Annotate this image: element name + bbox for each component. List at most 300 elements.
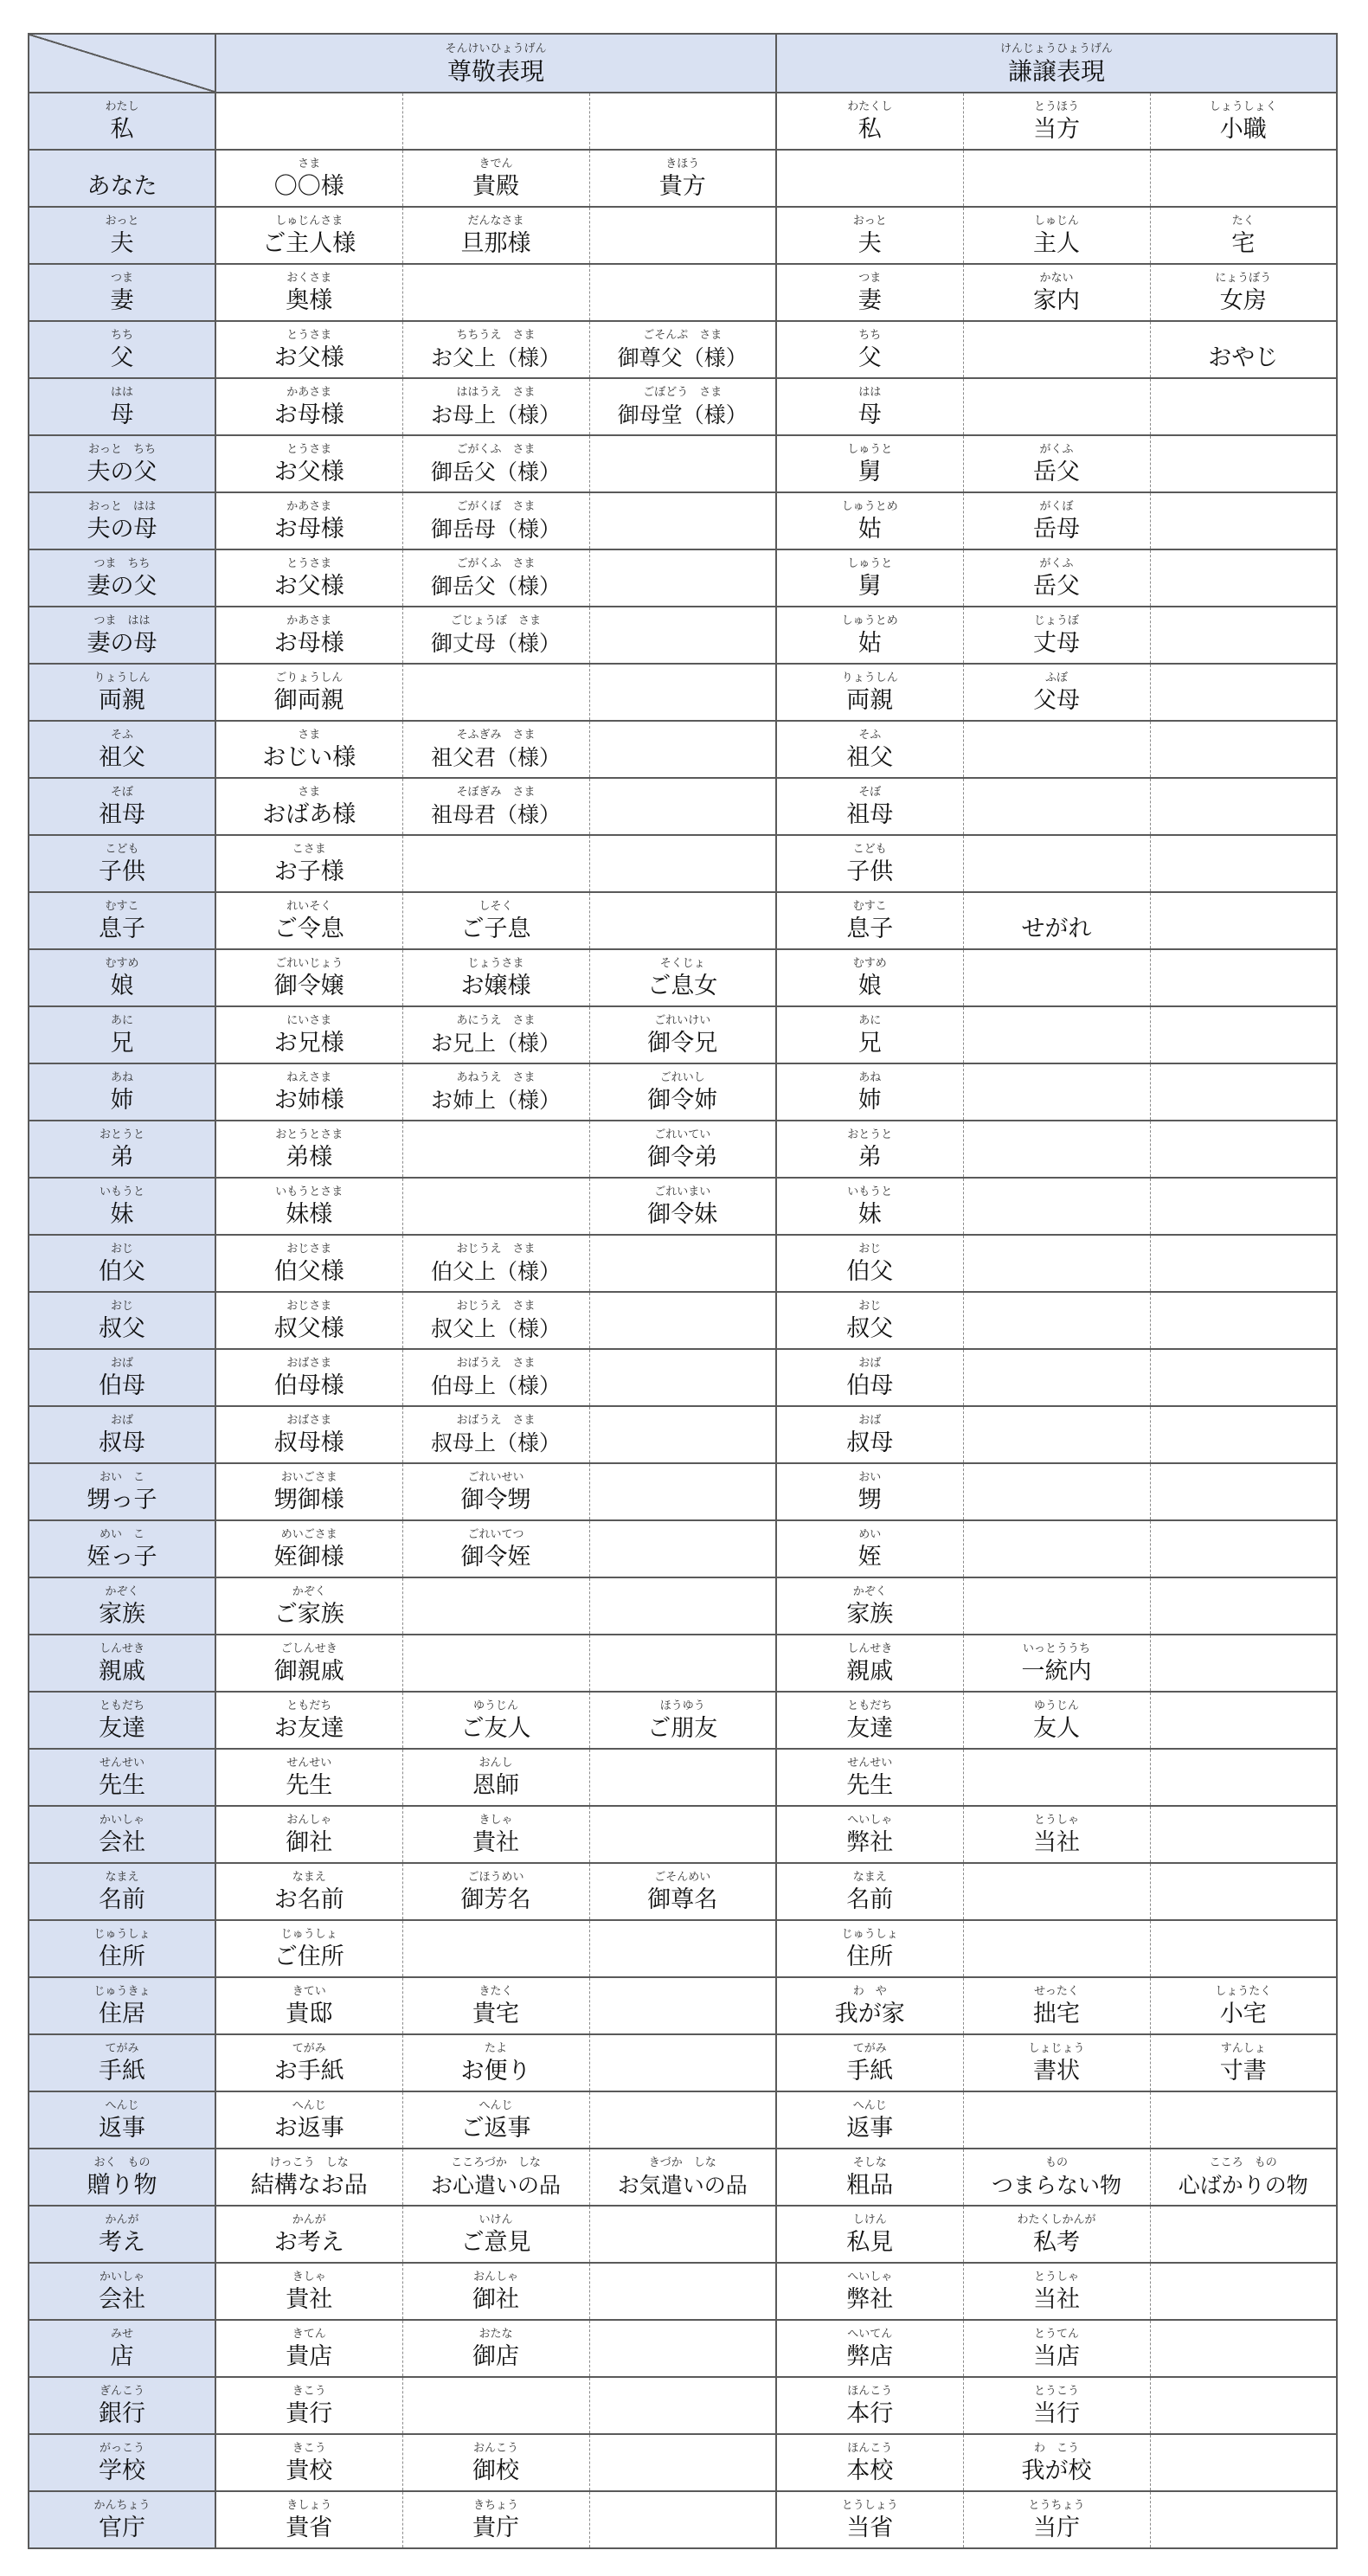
kenjo-cell: [963, 1292, 1150, 1349]
table-row: [29, 1749, 1337, 1806]
sonkei-cell: [402, 835, 589, 892]
kenjo-cell: [963, 2091, 1150, 2149]
sonkei-ruby: てがみ: [292, 2041, 326, 2055]
kenjo-text: 伯父: [846, 1257, 894, 1285]
row-label-text: 妻の父: [87, 572, 157, 600]
kenjo-text: 小職: [1219, 115, 1267, 143]
kenjo-text: 祖母: [846, 800, 894, 828]
kenjo-cell: [776, 2091, 963, 2149]
kenjo-cell: [776, 2149, 963, 2206]
kenjo-cell: [1150, 93, 1337, 150]
kenjo-ruby: いっとううち: [1022, 1641, 1090, 1655]
sonkei-ruby: せんせい: [286, 1756, 332, 1770]
sonkei-text: お手紙: [273, 2057, 344, 2085]
kenjo-ruby: せんせい: [847, 1756, 893, 1770]
kenjo-text: 舅: [857, 458, 882, 485]
sonkei-cell: [589, 2263, 776, 2320]
table-row: [29, 93, 1337, 150]
sonkei-cell: [402, 150, 589, 207]
kenjo-text: 叔母: [846, 1429, 894, 1456]
sonkei-cell: [589, 664, 776, 721]
sonkei-cell: [589, 2377, 776, 2434]
sonkei-ruby: あねうえ さま: [456, 1070, 536, 1084]
row-label-text: 伯母: [99, 1372, 145, 1399]
row-label: [29, 1863, 215, 1920]
row-label-ruby: めい こ: [99, 1527, 145, 1541]
row-label-ruby: おじ: [110, 1242, 133, 1256]
kenjo-cell: [963, 1406, 1150, 1463]
row-label-text: 先生: [99, 1771, 145, 1799]
sonkei-ruby: ごれいてつ: [467, 1527, 524, 1541]
kenjo-cell: [1150, 2320, 1337, 2377]
sonkei-text: お考え: [273, 2228, 344, 2256]
sonkei-text: お父様: [273, 458, 344, 485]
kenjo-cell: [776, 207, 963, 264]
kenjo-cell: [776, 892, 963, 949]
table-row: [29, 892, 1337, 949]
sonkei-text: 御令姪: [460, 1543, 531, 1571]
kenjo-cell: [963, 2434, 1150, 2491]
kenjo-ruby: とうちょう: [1028, 2498, 1085, 2512]
sonkei-ruby: ごれいせい: [467, 1470, 524, 1484]
kenjo-cell: [963, 949, 1150, 1006]
kenjo-text: 母: [857, 401, 882, 428]
kenjo-text: 弊社: [846, 1828, 894, 1856]
table-row: [29, 1235, 1337, 1292]
kenjo-text: 拙宅: [1033, 2000, 1080, 2027]
row-label: [29, 892, 215, 949]
kenjo-ruby: しょうたく: [1215, 1984, 1272, 1998]
kenjo-ruby: あね: [858, 1070, 882, 1084]
row-label: [29, 1577, 215, 1635]
sonkei-ruby: さま: [298, 728, 321, 742]
kenjo-text: 妹: [857, 1200, 882, 1228]
sonkei-cell: [402, 264, 589, 321]
kenjo-ruby: はは: [858, 385, 882, 399]
sonkei-text: ご友人: [460, 1714, 531, 1742]
sonkei-text: ご令息: [273, 915, 344, 942]
sonkei-ruby: そふぎみ さま: [456, 728, 536, 742]
sonkei-cell: [215, 607, 402, 664]
sonkei-cell: [402, 1692, 589, 1749]
sonkei-ruby: おばうえ さま: [456, 1356, 536, 1370]
kenjo-ruby: へいてん: [847, 2327, 893, 2341]
kenjo-cell: [963, 1006, 1150, 1063]
sonkei-text: 御岳母（様）: [430, 516, 561, 542]
kenjo-text: 姑: [857, 515, 882, 543]
row-label-text: 官庁: [99, 2514, 145, 2541]
sonkei-cell: [589, 549, 776, 607]
kenjo-cell: [963, 1635, 1150, 1692]
kenjo-text: おやじ: [1208, 344, 1279, 371]
sonkei-cell: [215, 1349, 402, 1406]
sonkei-text: 御社: [472, 2285, 519, 2313]
sonkei-text: 御店: [472, 2342, 519, 2370]
sonkei-cell: [589, 1178, 776, 1235]
table-row: [29, 1577, 1337, 1635]
sonkei-text: 御令妹: [647, 1200, 718, 1228]
row-label-ruby: おっと はは: [87, 499, 156, 513]
row-label-ruby: ともだち: [99, 1699, 145, 1712]
table-row: [29, 2434, 1337, 2491]
kenjo-text: 当省: [846, 2514, 894, 2541]
row-label: [29, 2434, 215, 2491]
sonkei-ruby: おばうえ さま: [456, 1413, 536, 1427]
sonkei-cell: [402, 1863, 589, 1920]
kenjo-cell: [963, 2034, 1150, 2091]
sonkei-cell: [402, 435, 589, 492]
kenjo-cell: [776, 549, 963, 607]
kenjo-cell: [1150, 1178, 1337, 1235]
table-row: [29, 1920, 1337, 1977]
sonkei-cell: [589, 492, 776, 549]
row-label-text: 姪っ子: [87, 1543, 157, 1571]
kenjo-cell: [963, 721, 1150, 778]
sonkei-ruby: こさま: [292, 842, 326, 856]
table-row: [29, 2091, 1337, 2149]
sonkei-ruby: へんじ: [292, 2098, 326, 2112]
sonkei-cell: [215, 1692, 402, 1749]
sonkei-cell: [402, 1178, 589, 1235]
kenjo-ruby: もの: [1044, 2155, 1068, 2169]
kenjo-cell: [1150, 1463, 1337, 1520]
kenjo-text: 手紙: [846, 2057, 894, 2085]
sonkei-cell: [402, 664, 589, 721]
kenjo-text: 舅: [857, 572, 882, 600]
sonkei-cell: [402, 1292, 589, 1349]
sonkei-cell: [402, 1063, 589, 1121]
table-row: [29, 607, 1337, 664]
kenjo-cell: [963, 150, 1150, 207]
sonkei-text: ご息女: [647, 972, 718, 999]
sonkei-ruby: にいさま: [286, 1013, 332, 1027]
kenjo-cell: [963, 1178, 1150, 1235]
kenjo-cell: [776, 1292, 963, 1349]
kenjo-ruby: わたくし: [847, 100, 893, 113]
kenjo-text: 私考: [1033, 2228, 1080, 2256]
kenjo-ruby: へんじ: [852, 2098, 887, 2112]
row-label: [29, 492, 215, 549]
sonkei-cell: [402, 2377, 589, 2434]
kenjo-cell: [1150, 492, 1337, 549]
sonkei-cell: [589, 2491, 776, 2548]
sonkei-text: お父上（様）: [430, 344, 561, 370]
row-label-ruby: そぼ: [110, 785, 133, 799]
sonkei-ruby: ごそんぷ さま: [643, 328, 723, 342]
kenjo-cell: [1150, 150, 1337, 207]
kenjo-ruby: ちち: [858, 328, 882, 342]
row-label-ruby: つま ちち: [93, 556, 151, 570]
sonkei-cell: [589, 1292, 776, 1349]
sonkei-text: 祖母君（様）: [430, 801, 561, 827]
kenjo-cell: [776, 1749, 963, 1806]
kenjo-ruby: とうしょう: [841, 2498, 898, 2512]
sonkei-cell: [589, 1406, 776, 1463]
kenjo-cell: [963, 549, 1150, 607]
kenjo-cell: [1150, 1749, 1337, 1806]
row-label-ruby: わたし: [105, 100, 139, 113]
sonkei-text: 先生: [286, 1771, 333, 1799]
sonkei-cell: [215, 1178, 402, 1235]
kenjo-cell: [963, 2149, 1150, 2206]
sonkei-cell: [402, 1121, 589, 1178]
table-row: [29, 1178, 1337, 1235]
sonkei-cell: [589, 721, 776, 778]
sonkei-text: 御丈母（様）: [430, 630, 561, 656]
sonkei-cell: [589, 150, 776, 207]
row-label-ruby: おっと: [105, 214, 139, 228]
kenjo-cell: [776, 1520, 963, 1577]
sonkei-text: 御令姉: [647, 1086, 718, 1114]
sonkei-ruby: いけん: [478, 2213, 513, 2226]
kenjo-cell: [776, 949, 963, 1006]
sonkei-cell: [402, 1463, 589, 1520]
sonkei-text: ご返事: [460, 2114, 531, 2142]
row-label-ruby: こども: [105, 842, 139, 856]
sonkei-ruby: とうさま: [286, 556, 332, 570]
row-label-text: 銀行: [99, 2399, 145, 2427]
sonkei-text: 伯母様: [273, 1372, 344, 1399]
row-label: [29, 1749, 215, 1806]
sonkei-cell: [402, 607, 589, 664]
sonkei-ruby: ごりょうしん: [275, 671, 344, 684]
sonkei-cell: [402, 949, 589, 1006]
sonkei-ruby: そぼぎみ さま: [456, 785, 536, 799]
kenjo-cell: [963, 2491, 1150, 2548]
kenjo-ruby: へいしゃ: [847, 2270, 893, 2284]
sonkei-text: 旦那様: [460, 229, 531, 257]
sonkei-ruby: おんこう: [472, 2441, 518, 2455]
kenjo-text: 弊店: [846, 2342, 894, 2370]
sonkei-ruby: ねえさま: [286, 1070, 332, 1084]
sonkei-cell: [215, 2377, 402, 2434]
row-label-text: 学校: [99, 2457, 145, 2484]
kenjo-cell: [963, 835, 1150, 892]
kenjo-cell: [963, 321, 1150, 378]
sonkei-text: おばあ様: [262, 800, 356, 828]
row-label-ruby: つま はは: [93, 613, 151, 627]
sonkei-cell: [589, 435, 776, 492]
kenjo-text: 祖父: [846, 743, 894, 771]
sonkei-ruby: へんじ: [478, 2098, 513, 2112]
kenjo-text: 粗品: [846, 2171, 894, 2199]
row-label-text: 妻: [110, 286, 134, 314]
sonkei-cell: [215, 1920, 402, 1977]
row-label-text: 妹: [110, 1200, 134, 1228]
kenjo-cell: [776, 1406, 963, 1463]
kenjo-cell: [1150, 949, 1337, 1006]
kenjo-ruby: こころ もの: [1209, 2155, 1277, 2169]
sonkei-cell: [589, 835, 776, 892]
sonkei-ruby: かぞく: [292, 1584, 326, 1598]
sonkei-ruby: きでん: [478, 157, 513, 170]
sonkei-ruby: おじうえ さま: [456, 1299, 536, 1313]
kenjo-cell: [776, 1006, 963, 1063]
kenjo-cell: [776, 664, 963, 721]
kenjo-ruby: がくふ: [1039, 442, 1074, 456]
sonkei-cell: [402, 1349, 589, 1406]
sonkei-cell: [589, 2320, 776, 2377]
table-row: [29, 1006, 1337, 1063]
kenjo-cell: [1150, 1006, 1337, 1063]
kenjo-ruby: ともだち: [847, 1699, 893, 1712]
sonkei-ruby: たよ: [484, 2041, 507, 2055]
sonkei-text: お父様: [273, 572, 344, 600]
kenjo-cell: [776, 321, 963, 378]
row-label: [29, 1520, 215, 1577]
sonkei-text: お友達: [273, 1714, 344, 1742]
kenjo-ruby: おじ: [858, 1299, 882, 1313]
row-label: [29, 93, 215, 150]
kenjo-text: 名前: [846, 1885, 894, 1913]
sonkei-ruby: ごじょうぼ さま: [450, 613, 541, 627]
kenjo-cell: [963, 1235, 1150, 1292]
sonkei-text: 御芳名: [460, 1885, 531, 1913]
sonkei-cell: [402, 207, 589, 264]
kenjo-text: 弟: [857, 1143, 882, 1171]
sonkei-ruby: かんが: [292, 2213, 326, 2226]
kenjo-cell: [776, 1977, 963, 2034]
sonkei-cell: [589, 1692, 776, 1749]
kenjo-cell: [776, 1349, 963, 1406]
kenjo-cell: [776, 1235, 963, 1292]
kenjo-text: 当店: [1033, 2342, 1080, 2370]
row-label-text: 店: [110, 2342, 134, 2370]
kenjo-cell: [1150, 1121, 1337, 1178]
sonkei-ruby: きこう: [292, 2441, 326, 2455]
sonkei-title: 尊敬表現: [446, 56, 544, 86]
table-row: [29, 835, 1337, 892]
table-row: [29, 2320, 1337, 2377]
sonkei-cell: [402, 1977, 589, 2034]
sonkei-cell: [589, 1520, 776, 1577]
sonkei-cell: [589, 207, 776, 264]
kenjo-text: 本校: [846, 2457, 894, 2484]
sonkei-cell: [589, 264, 776, 321]
row-label-text: 親戚: [99, 1657, 145, 1685]
kenjo-cell: [1150, 892, 1337, 949]
kenjo-cell: [963, 378, 1150, 435]
sonkei-ruby: ははうえ さま: [456, 385, 536, 399]
kenjo-ruby: かない: [1039, 271, 1074, 285]
sonkei-ruby: ごれいじょう: [275, 956, 344, 970]
kenjo-text: 家族: [846, 1600, 894, 1628]
row-label-ruby: なまえ: [105, 1870, 139, 1884]
sonkei-text: 御社: [286, 1828, 333, 1856]
sonkei-cell: [402, 492, 589, 549]
sonkei-text: ご朋友: [647, 1714, 718, 1742]
kenjo-cell: [963, 435, 1150, 492]
kenjo-ruby: とうてん: [1033, 2327, 1079, 2341]
sonkei-ruby: おんし: [478, 1756, 513, 1770]
row-label-ruby: つま: [110, 271, 133, 285]
sonkei-text: 貴行: [286, 2399, 333, 2427]
kenjo-text: 小宅: [1219, 2000, 1267, 2027]
sonkei-cell: [215, 892, 402, 949]
sonkei-cell: [215, 492, 402, 549]
sonkei-ruby: れいそく: [286, 899, 332, 913]
sonkei-text: 貴店: [286, 2342, 333, 2370]
sonkei-cell: [589, 778, 776, 835]
kenjo-ruby: おっと: [852, 214, 887, 228]
kenjo-cell: [963, 1349, 1150, 1406]
sonkei-ruby: ごれいし: [659, 1070, 705, 1084]
kenjo-cell: [1150, 1806, 1337, 1863]
sonkei-text: 叔母上（様）: [430, 1429, 561, 1455]
sonkei-text: ご主人様: [262, 229, 356, 257]
row-label-text: 考え: [99, 2228, 145, 2256]
sonkei-cell: [215, 778, 402, 835]
sonkei-ruby: ごしんせき: [280, 1641, 337, 1655]
sonkei-cell: [215, 835, 402, 892]
kenjo-cell: [963, 1977, 1150, 2034]
row-label: [29, 2091, 215, 2149]
table-row: [29, 1520, 1337, 1577]
kenjo-text: 父: [857, 344, 882, 371]
sonkei-ruby: だんなさま: [467, 214, 524, 228]
sonkei-cell: [589, 1920, 776, 1977]
sonkei-text: 妹様: [286, 1200, 333, 1228]
row-label: [29, 2320, 215, 2377]
table-row: [29, 2263, 1337, 2320]
row-label-text: 伯父: [99, 1257, 145, 1285]
kenjo-ruby: ゆうじん: [1033, 1699, 1079, 1712]
row-label-text: 夫: [110, 229, 134, 257]
sonkei-ruby: おいごさま: [280, 1470, 337, 1484]
sonkei-cell: [215, 1121, 402, 1178]
sonkei-cell: [402, 1520, 589, 1577]
sonkei-ruby: さま: [298, 157, 321, 170]
sonkei-cell: [402, 2149, 589, 2206]
sonkei-ruby: きちょう: [472, 2498, 518, 2512]
kenjo-ruby: そふ: [858, 728, 882, 742]
sonkei-text: 御令嬢: [273, 972, 344, 999]
sonkei-cell: [402, 1749, 589, 1806]
row-label-text: 夫の母: [87, 515, 157, 543]
row-label-text: 夫の父: [87, 458, 157, 485]
row-label-ruby: せんせい: [99, 1756, 145, 1770]
kenjo-ruby: わ こう: [1033, 2441, 1079, 2455]
kenjo-ruby: がくふ: [1039, 556, 1074, 570]
row-label: [29, 1920, 215, 1977]
sonkei-text: 伯父様: [273, 1257, 344, 1285]
row-label-text: 住居: [99, 2000, 145, 2027]
sonkei-cell: [215, 1806, 402, 1863]
kenjo-text: 子供: [846, 858, 894, 885]
table-row: [29, 664, 1337, 721]
row-label-ruby: りょうしん: [93, 671, 151, 684]
kenjo-text: 返事: [846, 2114, 894, 2142]
kenjo-ruby: おば: [858, 1413, 882, 1427]
sonkei-text: 御尊父（様）: [617, 344, 748, 370]
sonkei-cell: [589, 1577, 776, 1635]
sonkei-text: お母様: [273, 401, 344, 428]
sonkei-cell: [589, 1806, 776, 1863]
kenjo-cell: [963, 1463, 1150, 1520]
sonkei-ruby: そくじょ: [659, 956, 705, 970]
kenjo-text: 両親: [846, 686, 894, 714]
table-row: [29, 378, 1337, 435]
kenjo-text: 一統内: [1021, 1657, 1092, 1685]
kenjo-cell: [1150, 1406, 1337, 1463]
kenjo-cell: [776, 1063, 963, 1121]
kenjo-cell: [1150, 664, 1337, 721]
table-row: [29, 435, 1337, 492]
sonkei-ruby: ごれいけい: [654, 1013, 711, 1027]
sonkei-text: 貴殿: [472, 172, 519, 200]
sonkei-ruby: きしょう: [286, 2498, 332, 2512]
row-label: [29, 1635, 215, 1692]
